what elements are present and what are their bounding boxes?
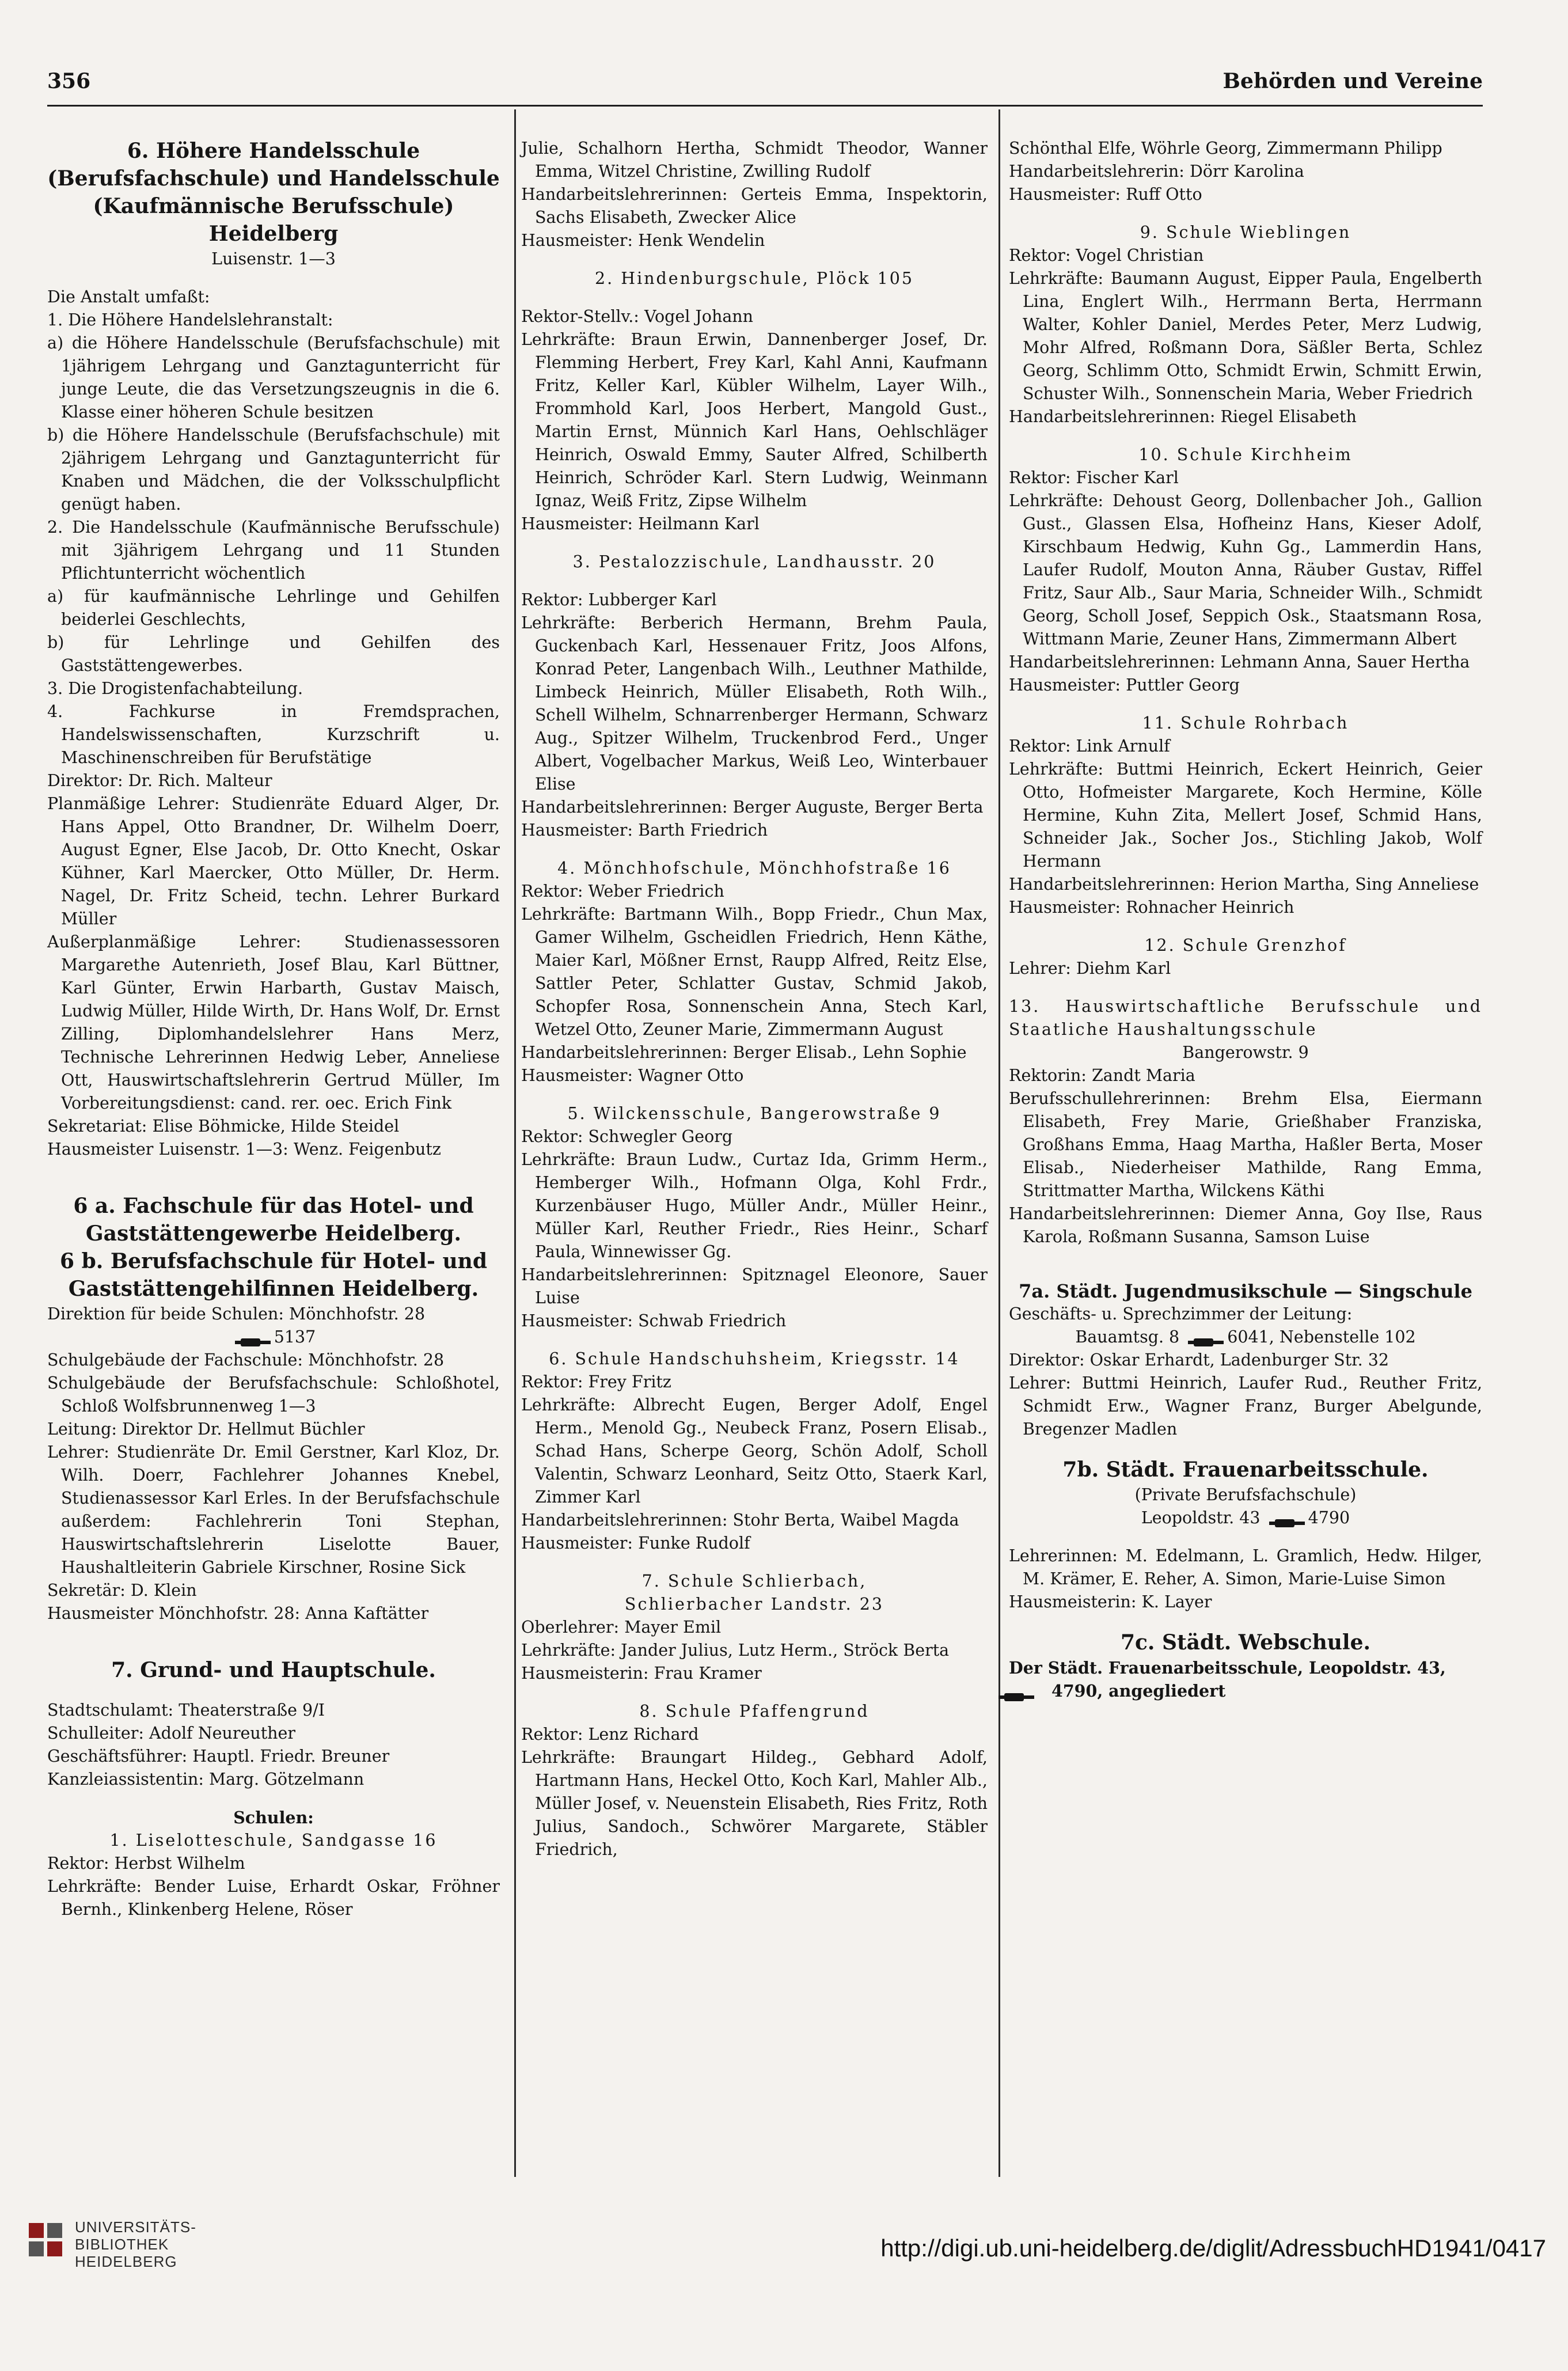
paragraph: Oberlehrer: Mayer Emil [521,1618,722,1637]
school-heading: 3. Pestalozzischule, Landhausstr. 20 [572,552,936,571]
section-7c-title: 7c. Städt. Webschule. [1120,1630,1371,1655]
paragraph: Geschäfts- u. Sprechzimmer der Leitung: [1009,1304,1353,1323]
school-heading: 2. Hindenburgschule, Plöck 105 [594,269,914,288]
paragraph: Hausmeisterin: Frau Kramer [521,1664,762,1683]
library-line: BIBLIOTHEK [75,2236,169,2253]
paragraph: Hausmeister Luisenstr. 1—3: Wenz. Feigenbutz [47,1140,441,1159]
source-url[interactable]: http://digi.ub.uni-heidelberg.de/diglit/AdressbuchHD1941/0417 [880,2235,1546,2262]
school-heading: 12. Schule Grenzhof [1144,936,1347,955]
library-name [75,2218,196,2270]
paragraph: Lehrkräfte: Berberich Hermann, Brehm Paula, Guckenbach Karl, Hessenauer Fritz, Joos Alfons, Konrad Peter, Langenbach Wilh., Leuthner Mathilde, Limbeck Heinrich, Müller Elisabeth, Roth Wilh., Schell Wilhelm, Schnarrenberger Hermann, Schwarz Aug., Spitzer Wilhelm, Truckenbrod Ferd., Unger Albert, Vogelbacher Markus, Weiß Leo, Winterbauer Elise [521,613,988,794]
school-heading: 11. Schule Rohrbach [1142,714,1349,733]
paragraph: Rektor: Lenz Richard [521,1725,699,1744]
paragraph: Hausmeister: Barth Friedrich [521,821,768,840]
section-7b-title: 7b. Städt. Frauenarbeitsschule. [1062,1458,1429,1482]
column-divider-2 [998,109,1000,2177]
paragraph: Handarbeitslehrerinnen: Spitznagel Eleonore, Sauer Luise [521,1265,988,1307]
paragraph: Rektor: Frey Fritz [521,1372,671,1391]
school-heading: 8. Schule Pfaffengrund [639,1702,870,1721]
paragraph: Schulgebäude der Fachschule: Mönchhofstr. 28 [47,1350,445,1370]
paragraph: Schulgebäude der Berufsfachschule: Schloßhotel, Schloß Wolfsbrunnenweg 1—3 [47,1374,500,1416]
phone-line [47,1326,500,1349]
paragraph: Lehrkräfte: Buttmi Heinrich, Eckert Heinrich, Geier Otto, Hofmeister Margarete, Koch Hermine, Kölle Hermine, Kuhn Zita, Mellert Josef, Schmid Hans, Schneider Jak., Socher Jos., Stichling Jakob, Wolf Hermann [1009,760,1482,871]
paragraph: Lehrer: Diehm Karl [1009,959,1171,978]
paragraph: Lehrkräfte: Braungart Hildeg., Gebhard Adolf, Hartmann Hans, Heckel Otto, Koch Karl, Mahler Alb., Müller Josef, v. Neuenstein Elisabeth, Ries Fritz, Roth Julius, Sandoch., Schwörer Margarete, Stäbler Friedrich, [521,1748,988,1859]
paragraph: Hausmeister: Heilmann Karl [521,514,760,533]
paragraph: Lehrkräfte: Dehoust Georg, Dollenbacher Joh., Gallion Gust., Glassen Elsa, Hofheinz Hans, Kieser Adolf, Kirschbaum Hedwig, Kuhn Gg., Lammerdin Hans, Laufer Rudolf, Mouton Anna, Räuber Gustav, Riffel Fritz, Saur Alb., Saur Maria, Schneider Wilh., Schmidt Georg, Scholl Josef, Seppich Osk., Staatsmann Rosa, Wittmann Marie, Zeuner Hans, Zimmermann Albert [1009,491,1482,648]
paragraph: 3. Die Drogistenfachabteilung. [47,679,303,698]
paragraph: Lehrkräfte: Baumann August, Eipper Paula, Engelberth Lina, Englert Wilh., Herrmann Berta, Herrmann Walter, Kohler Daniel, Merdes Peter, Merz Ludwig, Mohr Alfred, Roßmann Dora, Säßler Berta, Schlez Georg, Schlimm Otto, Schmidt Erwin, Schmitt Erwin, Schuster Wilh., Sonnenschein Maria, Weber Friedrich [1009,269,1482,403]
director: Direktor: Dr. Rich. Malteur [47,771,272,790]
page-number: 356 [47,69,91,93]
address: Leopoldstr. 43 [1141,1508,1261,1527]
paragraph: Geschäftsführer: Hauptl. Friedr. Breuner [47,1747,390,1766]
paragraph: Die Anstalt umfaßt: [47,287,210,306]
paragraph: Schönthal Elfe, Wöhrle Georg, Zimmermann Philipp [1009,139,1442,158]
paragraph: Hausmeister: Schwab Friedrich [521,1311,787,1330]
telephone-icon [1188,1332,1224,1345]
paragraph: Rektor: Weber Friedrich [521,882,724,901]
paragraph: Direktor: Oskar Erhardt, Ladenburger Str. 32 [1009,1350,1389,1370]
column-1 [47,137,500,1921]
paragraph: Handarbeitslehrerinnen: Gerteis Emma, Inspektorin, Sachs Elisabeth, Zwecker Alice [521,185,988,227]
paragraph: Lehrkräfte: Bartmann Wilh., Bopp Friedr., Chun Max, Gamer Wilhelm, Gscheidlen Friedrich, Henn Käthe, Maier Karl, Mößner Ernst, Raupp Alfred, Reitz Else, Sattler Peter, Schlatter Gustav, Schmid Jakob, Schopfer Rosa, Sonnenschein Anna, Stech Karl, Wetzel Otto, Zeuner Marie, Zimmermann August [521,905,988,1039]
paragraph: Stadtschulamt: Theaterstraße 9/I [47,1701,325,1720]
paragraph: Kanzleiassistentin: Marg. Götzelmann [47,1770,365,1789]
paragraph: 4. Fachkurse in Fremdsprachen, Handelswissenschaften, Kurzschrift u. Maschinenschreiben für Berufstätige [47,702,500,767]
paragraph: Handarbeitslehrerinnen: Riegel Elisabeth [1009,407,1357,426]
paragraph: 2. Die Handelsschule (Kaufmännische Berufsschule) mit 3jährigem Lehrgang und 11 Stunden Pflichtunterricht wöchentlich [47,518,500,583]
paragraph: Planmäßige Lehrer: Studienräte Eduard Alger, Dr. Hans Appel, Otto Brandner, Dr. Wilhelm Doerr, August Egner, Else Jacob, Dr. Otto Knecht, Oskar Kühner, Karl Maercker, Otto Müller, Dr. Herm. Nagel, Dr. Fritz Scheid, techn. Lehrer Burkard Müller [47,794,500,928]
paragraph: Lehrer: Buttmi Heinrich, Laufer Rud., Reuther Fritz, Schmidt Erw., Wagner Franz, Burger Abelgunde, Bregenzer Madlen [1009,1374,1482,1439]
paragraph: Hausmeister: Puttler Georg [1009,676,1240,695]
address: Luisenstr. 1—3 [211,249,336,268]
paragraph: b) die Höhere Handelsschule (Berufsfachschule) mit 2jährigem Lehrgang und Ganztagunterricht für Knaben und Mädchen, die der Volksschulpflicht genügt haben. [47,426,500,514]
paragraph: Rektor: Fischer Karl [1009,468,1179,487]
paragraph: Hausmeister: Funke Rudolf [521,1534,750,1553]
paragraph: Hausmeister: Ruff Otto [1009,185,1202,204]
paragraph: Hausmeisterin: K. Layer [1009,1592,1212,1611]
paragraph: Lehrkräfte: Albrecht Eugen, Berger Adolf, Engel Herm., Menold Gg., Neubeck Franz, Posern Elisab., Schad Hans, Scherpe Georg, Schön Adolf, Scholl Valentin, Schwarz Leonhard, Seitz Otto, Staerk Karl, Zimmer Karl [521,1395,988,1507]
phone-line [1009,1679,1482,1702]
paragraph: Lehrkräfte: Braun Erwin, Dannenberger Josef, Dr. Flemming Herbert, Frey Karl, Kahl Anni, Kaufmann Fritz, Keller Karl, Kübler Wilhelm, Layer Wilh., Frommhold Karl, Joos Herbert, Mangold Gust., Martin Ernst, Münnich Karl Hans, Oehlschläger Heinrich, Oswald Emmy, Sauter Alfred, Schilberth Heinrich, Schröder Karl. Stern Ludwig, Weinmann Ignaz, Weiß Fritz, Zipse Wilhelm [521,330,988,510]
paragraph: Hausmeister: Rohnacher Heinrich [1009,898,1294,917]
paragraph: Rektor: Vogel Christian [1009,246,1204,265]
section-6-title: 6. Höhere Handelsschule (Berufsfachschule) und Handelsschule (Kaufmännische Berufsschule) Heidelberg [47,139,500,246]
school-heading: 13. Hauswirtschaftliche Berufsschule und Staatliche Haushaltungsschule [1009,997,1482,1039]
paragraph: Der Städt. Frauenarbeitsschule, Leopoldstr. 43, [1009,1658,1446,1678]
school-heading: 9. Schule Wieblingen [1140,223,1351,242]
phone-number: 4790 [1308,1508,1350,1527]
page-header [47,69,1483,104]
paragraph: Schulleiter: Adolf Neureuther [47,1724,296,1743]
footer [0,2206,1568,2371]
running-title: Behörden und Vereine [1222,69,1483,93]
telephone-icon [235,1332,271,1345]
university-library-logo-icon [25,2220,66,2260]
library-line: UNIVERSITÄTS- [75,2218,196,2236]
paragraph: a) die Höhere Handelsschule (Berufsfachschule) mit 1jährigem Lehrgang und Ganztagunterricht für junge Leute, die das Versetzungszeugnis in die 6. Klasse einer höheren Schule besitzen [47,333,500,422]
paragraph: Julie, Schalhorn Hertha, Schmidt Theodor, Wanner Emma, Witzel Christine, Zwilling Rudolf [521,139,988,181]
paragraph: Handarbeitslehrerinnen: Stohr Berta, Waibel Magda [521,1511,959,1530]
subtitle: (Private Berufsfachschule) [1134,1485,1357,1504]
school-heading: 6. Schule Handschuhsheim, Kriegsstr. 14 [549,1349,960,1368]
phone-line [1009,1507,1482,1530]
telephone-icon [1012,1686,1048,1699]
paragraph: Rektor: Link Arnulf [1009,737,1170,756]
paragraph: Lehrkräfte: Bender Luise, Erhardt Oskar, Fröhner Bernh., Klinkenberg Helene, Röser [47,1877,500,1919]
address: Bangerowstr. 9 [1182,1043,1309,1062]
telephone-icon [1269,1513,1305,1526]
paragraph: Handarbeitslehrerinnen: Herion Martha, Sing Anneliese [1009,875,1479,894]
school-heading: 10. Schule Kirchheim [1138,445,1353,464]
school-heading: 5. Wilckensschule, Bangerowstraße 9 [567,1104,941,1123]
phone-number: 6041, Nebenstelle 102 [1227,1327,1416,1346]
section-7-title: 7. Grund- und Hauptschule. [111,1658,436,1682]
paragraph: Rektor: Herbst Wilhelm [47,1854,245,1873]
paragraph: Handarbeitslehrerin: Dörr Karolina [1009,162,1304,181]
school-heading: 7. Schule Schlierbach, [641,1572,867,1591]
paragraph: Lehrer: Studienräte Dr. Emil Gerstner, Karl Kloz, Dr. Wilh. Doerr, Fachlehrer Johannes Knebel, Studienassessor Karl Erles. In der Berufsfachschule außerdem: Fachlehrerin Toni Stephan, Hauswirtschaftslehrerin Liselotte Bauer, Haushaltleiterin Gabriele Kirschner, Rosine Sick [47,1443,500,1577]
school-heading: 4. Mönchhofschule, Mönchhofstraße 16 [557,859,951,878]
school-heading: 1. Liselotteschule, Sandgasse 16 [109,1831,438,1850]
paragraph: Handarbeitslehrerinnen: Lehmann Anna, Sauer Hertha [1009,653,1470,672]
phone-number: 4790, angegliedert [1051,1681,1226,1701]
paragraph: Handarbeitslehrerinnen: Berger Auguste, Berger Berta [521,798,984,817]
column-2 [521,137,988,1861]
school-heading: Schlierbacher Landstr. 23 [624,1595,884,1614]
section-6b-title: 6 b. Berufsfachschule für Hotel- und Gaststättengehilfinnen Heidelberg. [60,1249,487,1301]
paragraph: Leitung: Direktor Dr. Hellmut Büchler [47,1420,365,1439]
paragraph: b) für Lehrlinge und Gehilfen des Gaststättengewerbes. [47,633,500,675]
paragraph: Lehrerinnen: M. Edelmann, L. Gramlich, Hedw. Hilger, M. Krämer, E. Reher, A. Simon, Marie-Luise Simon [1009,1546,1482,1588]
header-rule [47,105,1483,107]
paragraph: Rektor-Stellv.: Vogel Johann [521,307,754,326]
paragraph: Rektorin: Zandt Maria [1009,1066,1195,1085]
paragraph: Lehrkräfte: Jander Julius, Lutz Herm., Ströck Berta [521,1641,950,1660]
paragraph: Berufsschullehrerinnen: Brehm Elsa, Eiermann Elisabeth, Frey Marie, Grießhaber Franziska, Großhans Emma, Haag Martha, Haßler Berta, Moser Elisab., Niederheiser Mathilde, Rang Emma, Strittmatter Martha, Wilckens Käthi [1009,1089,1482,1200]
section-6a-title: 6 a. Fachschule für das Hotel- und Gaststättengewerbe Heidelberg. [73,1194,474,1246]
paragraph: 1. Die Höhere Handelslehranstalt: [47,310,333,329]
paragraph: Hausmeister: Wagner Otto [521,1066,744,1085]
paragraph: Handarbeitslehrerinnen: Berger Elisab., Lehn Sophie [521,1043,967,1062]
paragraph: Rektor: Lubberger Karl [521,590,717,609]
phone-line [1009,1326,1482,1349]
paragraph: Sekretär: D. Klein [47,1581,197,1600]
paragraph: Handarbeitslehrerinnen: Diemer Anna, Goy Ilse, Raus Karola, Roßmann Susanna, Samson Luise [1009,1204,1482,1246]
paragraph: a) für kaufmännische Lehrlinge und Gehilfen beiderlei Geschlechts, [47,587,500,629]
address: Bauamtsg. 8 [1075,1327,1180,1346]
paragraph: Direktion für beide Schulen: Mönchhofstr. 28 [47,1304,426,1323]
column-3 [1009,137,1482,1702]
paragraph: Rektor: Schwegler Georg [521,1127,733,1146]
column-divider-1 [514,109,516,2177]
paragraph: Außerplanmäßige Lehrer: Studienassessoren Margarethe Autenrieth, Josef Blau, Karl Büttner, Karl Günter, Erwin Harbarth, Gustav Maisch, Ludwig Müller, Hilde Wirth, Dr. Hans Wolf, Dr. Ernst Zilling, Diplomhandelslehrer Hans Merz, Technische Lehrerinnen Hedwig Leber, Anneliese Ott, Hauswirtschaftslehrerin Gertrud Müller, Im Vorbereitungsdienst: cand. rer. oec. Erich Fink [47,932,500,1113]
paragraph: Lehrkräfte: Braun Ludw., Curtaz Ida, Grimm Herm., Hemberger Wilh., Hofmann Olga, Kohl Frdr., Kurzenbäuser Hugo, Müller Andr., Müller Heinr., Müller Karl, Reuther Friedr., Ries Heinr., Scharf Paula, Winnewisser Gg. [521,1150,988,1261]
schools-heading: Schulen: [233,1808,314,1827]
paragraph: Sekretariat: Elise Böhmicke, Hilde Steidel [47,1117,400,1136]
library-line: HEIDELBERG [75,2253,177,2270]
phone-number: 5137 [274,1327,316,1346]
paragraph: Hausmeister: Henk Wendelin [521,231,765,250]
section-7a-title: 7a. Städt. Jugendmusikschule — Singschule [1019,1280,1472,1302]
paragraph: Hausmeister Mönchhofstr. 28: Anna Kaftätter [47,1604,429,1623]
